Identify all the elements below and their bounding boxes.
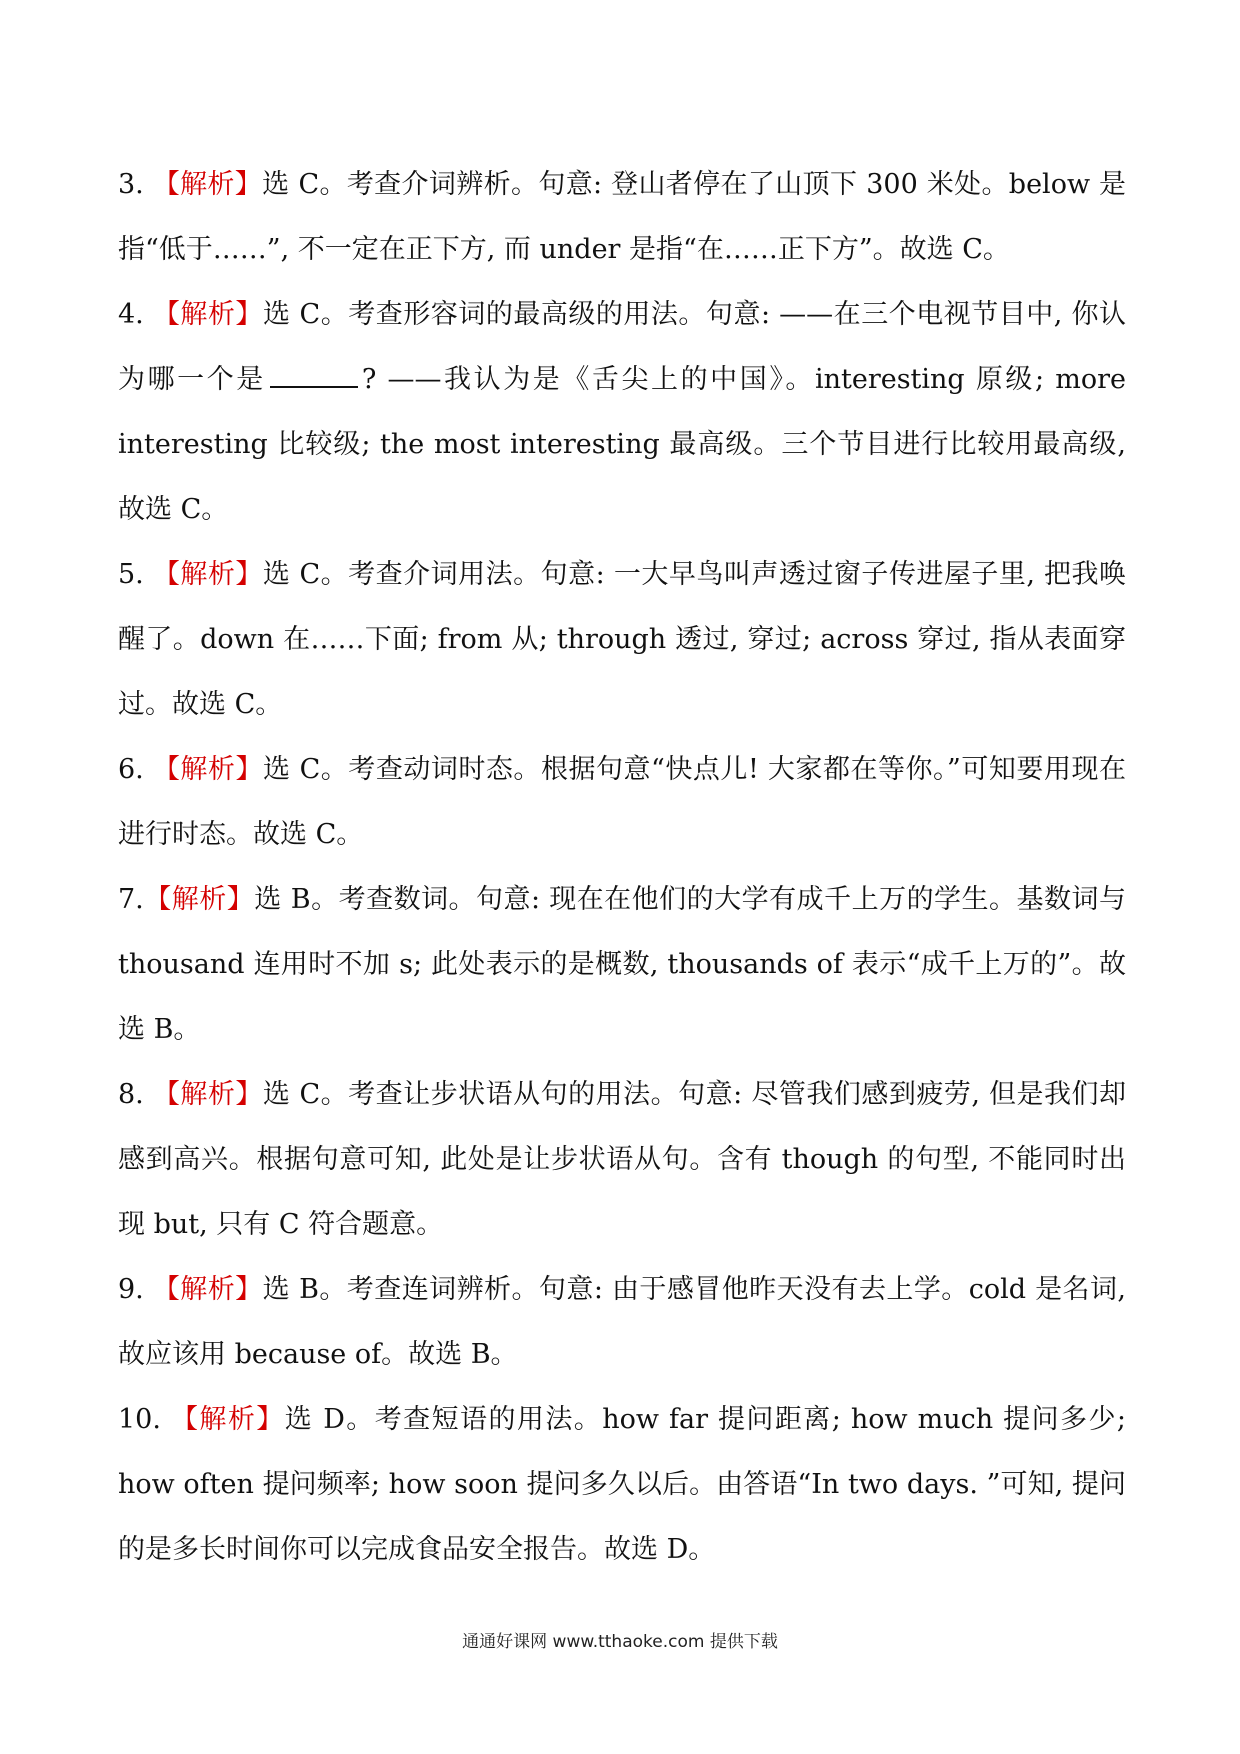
explanation-text: 选 B。考查连词辨析。句意: 由于感冒他昨天没有去上学。cold 是名词, 故应该用 because of。故选 B。 [118,1274,1126,1370]
explanation-10 [118,1387,1126,1582]
analysis-tag: 【解析】 [143,884,255,915]
page-footer: 通通好课网 www.tthaoke.com 提供下载 [462,1632,778,1652]
explanation-text: 选 C。考查形容词的最高级的用法。句意: ——在三个电视节目中, 你认为哪一个是 [118,299,1126,395]
explanation-text: 选 C。考查让步状语从句的用法。句意: 尽管我们感到疲劳, 但是我们却感到高兴。根据句意可知, 此处是让步状语从句。含有 though 的句型, 不能同时出现 but, 只有 C 符合题意。 [118,1079,1126,1240]
item-number: 9. [118,1274,144,1305]
explanation-text: 选 C。考查介词辨析。句意: 登山者停在了山顶下 300 米处。below 是指“低于……”, 不一定在正下方, 而 under 是指“在……正下方”。故选 C。 [118,169,1127,265]
analysis-tag: 【解析】 [152,754,263,785]
item-number: 6. [118,754,144,785]
explanation-text: ? ——我认为是《舌尖上的中国》。interesting 原级; more interesting 比较级; the most interesting 最高级。三个节目进行比较用最高级, 故选 C。 [118,364,1126,525]
explanation-5 [118,542,1126,737]
explanation-3 [118,152,1126,282]
item-number: 4. [118,299,144,330]
item-number: 5. [118,559,144,590]
analysis-tag: 【解析】 [152,169,263,200]
explanation-7 [118,867,1126,1062]
explanation-4 [118,282,1126,542]
answer-blank [270,359,358,388]
explanation-6 [118,737,1126,867]
analysis-tag: 【解析】 [152,1079,263,1110]
analysis-tag: 【解析】 [152,299,263,330]
item-number: 8. [118,1079,144,1110]
explanation-text: 选 C。考查介词用法。句意: 一大早鸟叫声透过窗子传进屋子里, 把我唤醒了。down 在……下面; from 从; through 透过, 穿过; across 穿过, 指从表面穿过。故选 C。 [118,559,1126,720]
explanation-text: 选 D。考查短语的用法。how far 提问距离; how much 提问多少; how often 提问频率; how soon 提问多久以后。由答语“In two days. ”可知, 提问的是多长时间你可以完成食品安全报告。故选 D。 [118,1404,1126,1565]
explanation-8 [118,1062,1126,1257]
item-number: 7. [118,884,144,915]
explanation-9 [118,1257,1126,1387]
analysis-tag: 【解析】 [152,1274,263,1305]
explanation-text: 选 C。考查动词时态。根据句意“快点儿! 大家都在等你。”可知要用现在进行时态。故选 C。 [118,754,1126,850]
explanation-text: 选 B。考查数词。句意: 现在在他们的大学有成千上万的学生。基数词与 thousand 连用时不加 s; 此处表示的是概数, thousands of 表示“成千上万的”。故选 B。 [118,884,1126,1045]
answer-explanations [118,152,1126,1582]
item-number: 3. [118,169,144,200]
item-number: 10. [118,1404,161,1435]
analysis-tag: 【解析】 [170,1404,285,1435]
analysis-tag: 【解析】 [152,559,263,590]
